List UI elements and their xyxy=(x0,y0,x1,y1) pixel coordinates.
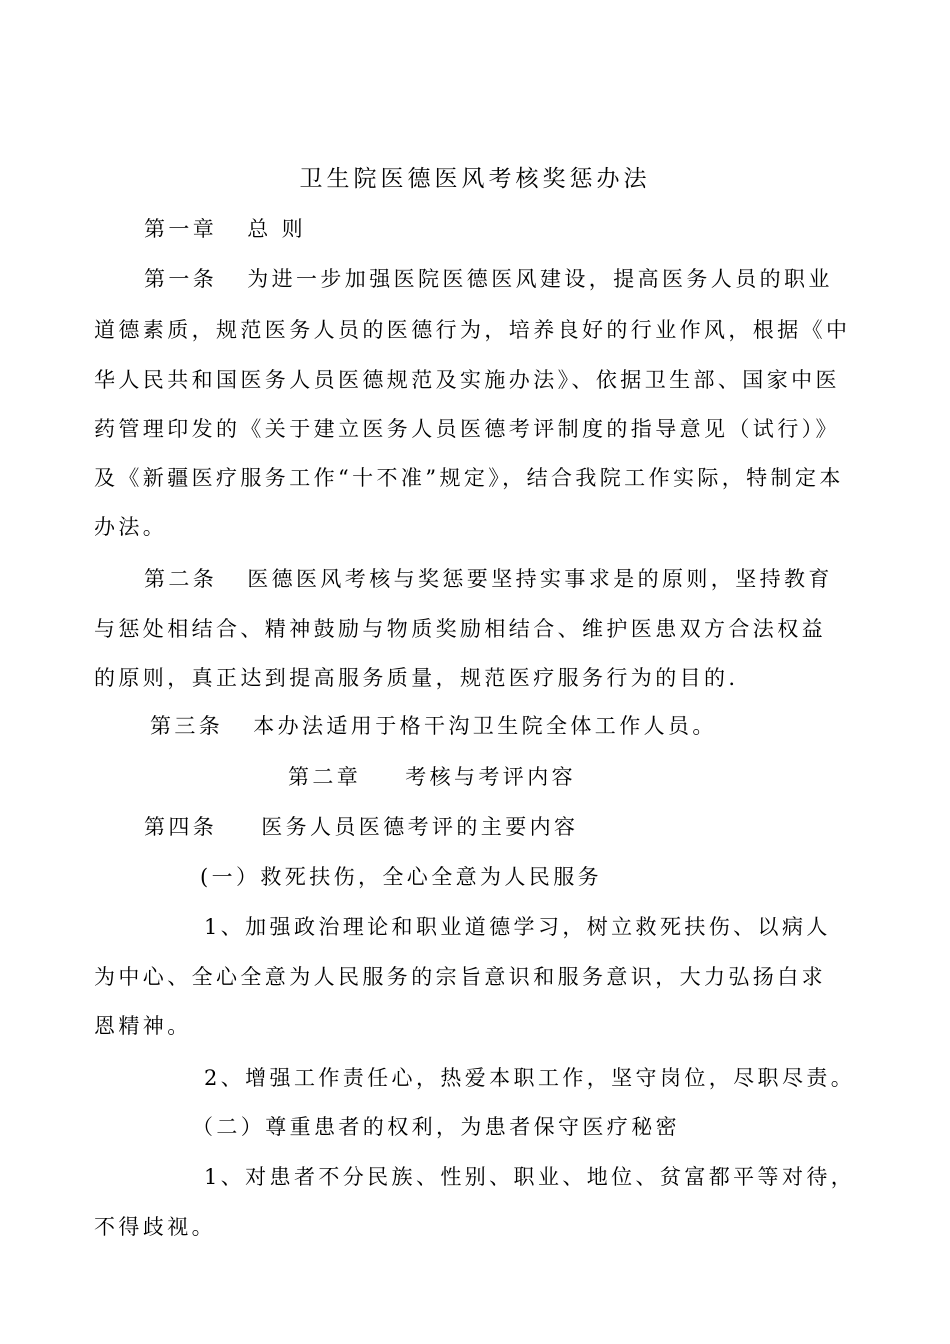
section-2-item-1-line: 1、对患者不分民族、性别、职业、地位、贫富都平等对待， xyxy=(204,1165,856,1189)
chapter-2-label: 第二章 xyxy=(288,765,362,789)
article-1-line: 办法。 xyxy=(94,515,168,539)
article-1-first-line xyxy=(144,264,914,294)
article-1-line: 及《新疆医疗服务工作“十不准”规定》，结合我院工作实际，特制定本 xyxy=(94,466,844,490)
article-3-text: 本办法适用于格干沟卫生院全体工作人员。 xyxy=(253,714,717,738)
chapter-2-name: 考核与考评内容 xyxy=(405,765,577,789)
chapter-1-heading xyxy=(144,214,914,244)
article-3-line xyxy=(150,711,920,741)
section-1-item-1-line: 恩精神。 xyxy=(94,1014,192,1038)
article-1-text: 为进一步加强医院医德医风建设，提高医务人员的职业 xyxy=(247,267,833,291)
article-1-line: 药管理印发的《关于建立医务人员医德考评制度的指导意见（试行）》 xyxy=(94,417,840,441)
article-3-label: 第三条 xyxy=(150,714,224,738)
section-1-heading: (一）救死扶伤，全心全意为人民服务 xyxy=(200,865,602,889)
chapter-2-heading xyxy=(288,762,950,792)
article-2-text: 医德医风考核与奖惩要坚持实事求是的原则，坚持教育 xyxy=(247,567,833,591)
article-4-text: 医务人员医德考评的主要内容 xyxy=(261,815,579,839)
section-2-heading: （二）尊重患者的权利，为患者保守医疗秘密 xyxy=(192,1115,680,1139)
section-1-item-2: 2、增强工作责任心，热爱本职工作，坚守岗位，尽职尽责。 xyxy=(204,1066,856,1090)
article-1-label: 第一条 xyxy=(144,267,218,291)
chapter-1-name: 总 则 xyxy=(247,217,307,241)
article-1-line: 道德素质，规范医务人员的医德行为，培养良好的行业作风，根据《中 xyxy=(94,318,851,342)
article-2-first-line xyxy=(144,564,914,594)
article-2-line: 的原则，真正达到提高服务质量，规范医疗服务行为的目的. xyxy=(94,666,739,690)
section-2-item-1-line: 不得歧视。 xyxy=(94,1215,216,1239)
chapter-1-label: 第一章 xyxy=(144,217,218,241)
article-4-line xyxy=(144,812,914,842)
document-title: 卫生院医德医风考核奖惩办法 xyxy=(299,166,651,192)
section-1-item-1-line: 1、加强政治理论和职业道德学习，树立救死扶伤、以病人 xyxy=(204,915,831,939)
article-2-line: 与惩处相结合、精神鼓励与物质奖励相结合、维护医患双方合法权益 xyxy=(94,617,826,641)
article-1-line: 华人民共和国医务人员医德规范及实施办法》、依据卫生部、国家中医 xyxy=(94,368,840,392)
article-2-label: 第二条 xyxy=(144,567,218,591)
article-4-label: 第四条 xyxy=(144,815,218,839)
section-1-item-1-line: 为中心、全心全意为人民服务的宗旨意识和服务意识，大力弘扬白求 xyxy=(94,965,826,989)
